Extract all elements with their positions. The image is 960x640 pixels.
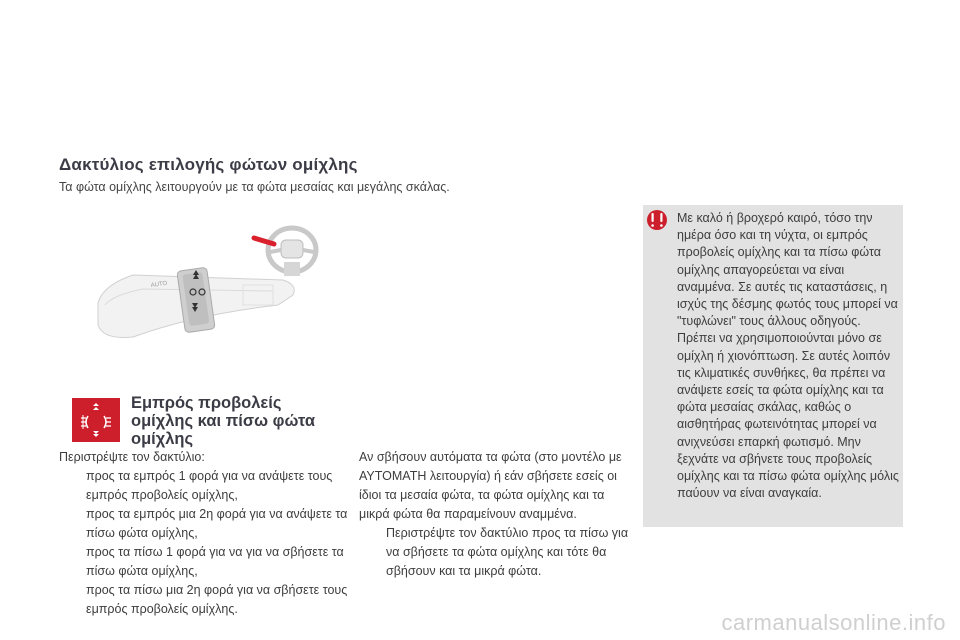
warning-icon <box>646 209 668 231</box>
automatic-mode-text: Αν σβήσουν αυτόματα τα φώτα (στο μοντέλο με AYTOMATH λειτουργία) ή εάν σβήσετε εσείς οι ίδιοι τα μεσαία φώτα, τα φώτα ομίχλης και τα μικρά φώτα θα παραμείνουν αναμμένα. <box>359 450 622 521</box>
list-item: προς τα πίσω μια 2η φορά για να σβήσετε τους εμπρός προβολείς ομίχλης. <box>86 583 348 616</box>
warning-text: Με καλό ή βροχερό καιρό, τόσο την ημέρα όσο και τη νύχτα, οι εμπρός προβολείς ομίχλης και τα πίσω φώτα ομίχλης απαγορεύεται να είναι αναμμένα. Σε αυτές τις καταστάσεις, η ισχύς της δέσμης φωτός τους μπορεί να "τυφλώνει" τους άλλους οδηγούς. Πρέπει να χρησιμοποιούνται μόνο σε ομίχλη ή χιονόπτωση. Σε αυτές λοιπόν τις κλιματικές συνθήκες, θα πρέπει να ανάψετε εσείς τα φώτα ομίχλης και τα φώτα μεσαίας σκάλας, καθώς ο αισθητήρας φωτεινότητας μπορεί να ανιχνεύσει επαρκή φωτισμό. Μην ξεχνάτε να σβήνετε τους προβολείς ομίχλης και τα πίσω φώτα ομίχλης μόλις παύουν να είναι αναγκαία. <box>677 211 899 501</box>
section-heading: Εμπρός προβολείς ομίχλης και πίσω φώτα ομίχλης <box>131 394 315 448</box>
list-item: προς τα εμπρός μια 2η φορά για να ανάψετε τα πίσω φώτα ομίχλης, <box>86 507 348 540</box>
list-item: προς τα πίσω 1 φορά για να για να σβήσετε τα πίσω φώτα ομίχλης, <box>86 545 344 578</box>
lighting-stalk-illustration <box>93 245 303 360</box>
page-title: Δακτύλιος επιλογής φώτων ομίχλης <box>59 155 358 174</box>
list-item: Περιστρέψτε τον δακτύλιο προς τα πίσω για να σβήσετε τα φώτα ομίχλης και τότε θα σβήσουν και τα μικρά φώτα. <box>386 526 629 578</box>
instructions-column <box>59 448 349 619</box>
watermark: carmanualsonline.info <box>721 610 946 635</box>
stalk-auto-label: AUTO <box>150 280 168 289</box>
fog-lights-icon <box>72 398 120 442</box>
instructions-list <box>59 467 349 619</box>
list-item: προς τα εμπρός 1 φορά για να ανάψετε τους εμπρός προβολείς ομίχλης, <box>86 469 333 502</box>
instructions-intro: Περιστρέψτε τον δακτύλιο: <box>59 450 205 464</box>
automatic-mode-list <box>359 524 629 581</box>
page-subtitle: Τα φώτα ομίχλης λειτουργούν με τα φώτα μεσαίας και μεγάλης σκάλας. <box>59 180 450 194</box>
automatic-mode-column <box>359 448 629 581</box>
